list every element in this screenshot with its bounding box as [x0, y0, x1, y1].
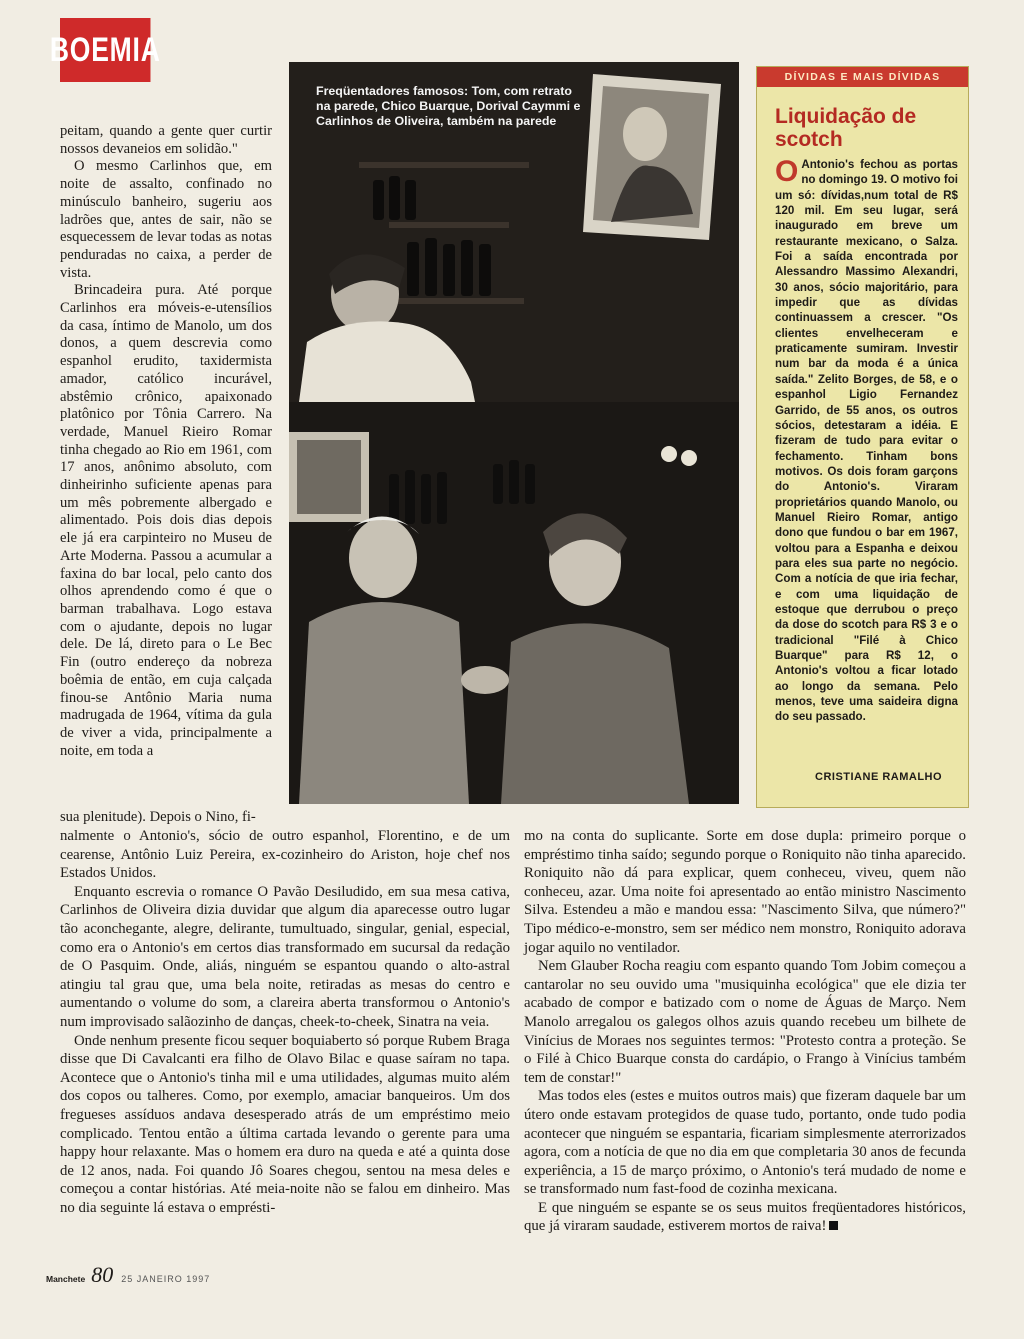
page-number: 80: [91, 1262, 114, 1287]
paragraph: Enquanto escrevia o romance O Pavão Desiludido, em sua mesa cativa, Carlinhos de Oliveira dizia duvidar que algum dia aparecesse outro lugar tão aconchegante, alegre, delirante, tumultuado, singular, genial, especial, como era o Antonio's em certos dias transformado em sucursal da redação de O Pasquim. Onde, aliás, ninguém se espantou quando o alto-astral atingiu tal grau que, uma bela noite, retiradas as mesas do centro e aumentando o volume do som, a clareira aberta transformou o Antonio's num improvisado salãozinho de danças, cheek-to-cheek, Sinatra na veia.: [60, 883, 510, 1030]
sidebar-header: DÍVIDAS E MAIS DÍVIDAS: [757, 67, 968, 87]
section-tag: BOEMIA: [60, 18, 150, 82]
bar-photo: [289, 62, 739, 804]
paragraph: mo na conta do suplicante. Sorte em dose dupla: primeiro porque o empréstimo tinha saído; segundo porque o Roniquito não tinha aparecido. Roniquito não dá para explicar, quem conheceu, viveu, quem não conheceu, azar. Uma noite foi apresentado ao então ministro Nascimento Silva. Estendeu a mão e mandou essa: "Nascimento Silva, que número?" Tipo médico-e-monstro, sem ser médico nem monstro, Roniquito adorava jogar aquilo no ventilador.: [524, 828, 966, 956]
paragraph: [524, 1199, 966, 1236]
closing-text: E que ninguém se espante se os seus muitos freqüentadores históricos, que já viraram saudade, estiverem mortos de raiva!: [524, 1199, 966, 1235]
sidebar-box: [756, 66, 969, 808]
lower-right-column: [524, 827, 966, 1236]
lower-left-column: [60, 827, 510, 1217]
end-mark-icon: [829, 1221, 838, 1230]
photo-image: [289, 62, 739, 804]
magazine-name: Manchete: [46, 1274, 86, 1284]
framed-portrait: [583, 74, 721, 240]
issue-date: 25 JANEIRO 1997: [121, 1274, 211, 1284]
paragraph: Onde nenhum presente ficou sequer boquiaberto só porque Rubem Braga disse que Di Cavalcanti era filho de Olavo Bilac e quase saíram no tapa. Acontece que o Antonio's tinha mil e uma utilidades, algumas muito além dos copos ou talheres. Como, por exemplo, amaciar banqueiros. Um dos fregueses assíduos andava desesperado atrás de um empréstimo meio complicado. Tentou então a última cartada levando o gerente para uma happy hour relaxante. Mas o homem era duro na queda e até a quinta dose de 12 anos, nada. Foi quando Jô Soares chegou, sentou na mesa deles e começou a contar histórias. Até meia-noite não se falou em dinheiro. Mas no dia seguinte lá estava o emprésti-: [60, 1032, 510, 1216]
paragraph: sua plenitude). Depois o Nino, fi-: [60, 809, 256, 825]
sidebar-body: [775, 157, 958, 725]
sidebar-title: Liquidação de scotch: [775, 105, 917, 151]
paragraph: nalmente o Antonio's, sócio de outro espanhol, Florentino, e de um cearense, Antônio Luiz Pereira, ex-cozinheiro do Ariston, hoje chef nos Estados Unidos.: [60, 828, 510, 882]
paragraph: Nem Glauber Rocha reagiu com espanto quando Tom Jobim começou a cantarolar no seu ouvido uma "musiquinha ecológica" que ele dizia ter acabado de compor e batizado com o nome de Águas de Março. Nem Manolo arregalou os galegos olhos azuis quando recebeu um bilhete de Vinícius de Moraes nos seguintes termos: "Protesto contra a proteção. Se o Filé à Chico Buarque consta do cardápio, o Frango à Vinícius também tem de constar!": [524, 958, 966, 1086]
left-column: [60, 123, 272, 760]
sidebar-author: CRISTIANE RAMALHO: [815, 771, 943, 783]
paragraph: peitam, quando a gente quer curtir nossos devaneios em solidão.": [60, 123, 272, 157]
page-footer: [46, 1262, 210, 1286]
left-column-end: [60, 809, 284, 827]
sidebar-text: Antonio's fechou as portas no domingo 19. O motivo foi um só: dívidas,num total de R$ 120 mil. Em seu lugar, será inaugurado em breve um restaurante mexicano, o Salza. Foi a saída encontrada por Alessandro Massimo Alexandri, 30 anos, sócio majoritário, para impedir que as dívidas continuassem a crescer. "Os clientes envelheceram e praticamente sumiram. Investir num bar da moda é a única saída." Zelito Borges, de 58, e o espanhol Ligio Fernandez Garrido, de 55 anos, os outros sócios, detestaram a idéia. E fizeram de tudo para evitar o fechamento. Tinham bons motivos. Os dois foram garçons do Antonio's. Viraram proprietários quando Manolo, ou Manuel Rieiro Romar, antigo dono que fundou o bar em 1967, voltou para a Espanha e deixou para eles sua parte no negócio. Com a notícia de que iria fechar, e com uma liquidação de estoque que derrubou o preço da dose do scotch para R$ 3 e o tradicional "Filé à Chico Buarque" para R$ 12, o Antonio's voltou a ficar lotado ao longo da semana. Pelo menos, teve uma saideira digna do seu passado.: [775, 158, 958, 724]
paragraph: Brincadeira pura. Até porque Carlinhos era móveis-e-utensílios da casa, íntimo de Manolo, um dos donos, a quem descrevia como espanhol erudito, taxidermista amador, católico incurável, abstêmio crônico, apaixonado platônico por Tônia Carrero. Na verdade, Manuel Rieiro Romar tinha chegado ao Rio em 1961, com 17 anos, anônimo absoluto, com dinheirinho suficiente apenas para um mês pobremente albergado e alimentado. Pois dois dias depois ele já era carpinteiro no Museu de Arte Moderna. Passou a acumular a faxina do bar local, pelo canto dos olhos aprendendo como é que o barman trabalhava. Logo estava com o ajudante, depois no lugar dele. De lá, direto para o Le Bec Fin (outro endereço da nobreza boêmia de então, em cuja calçada finou-se Antônio Maria numa madrugada de 1964, vítima da gula de viver a vida, principalmente a noite, em toda a: [60, 282, 272, 759]
paragraph: O mesmo Carlinhos que, em noite de assalto, confinado no minúsculo banheiro, sugeriu aos ladrões que, antes de sair, não se esquecessem de levar todas as notas penduradas no caixa, a perder de vista.: [60, 158, 272, 281]
photo-caption: Freqüentadores famosos: Tom, com retrato na parede, Chico Buarque, Dorival Caymmi e Carlinhos de Oliveira, também na parede: [316, 84, 581, 128]
drop-cap: O: [775, 155, 799, 188]
paragraph: Mas todos eles (estes e muitos outros mais) que fizeram daquele bar um útero onde estavam protegidos de quase tudo, portanto, onde tudo podia acontecer que ninguém se espantaria, ficariam simplesmente aterrorizados agora, com a notícia de que no dia em que completaria 30 anos de fecunda experiência, a 15 de março próximo, o Antonio's terá mudado de nome e se transformado num fast-food de cozinha mexicana.: [524, 1088, 966, 1198]
